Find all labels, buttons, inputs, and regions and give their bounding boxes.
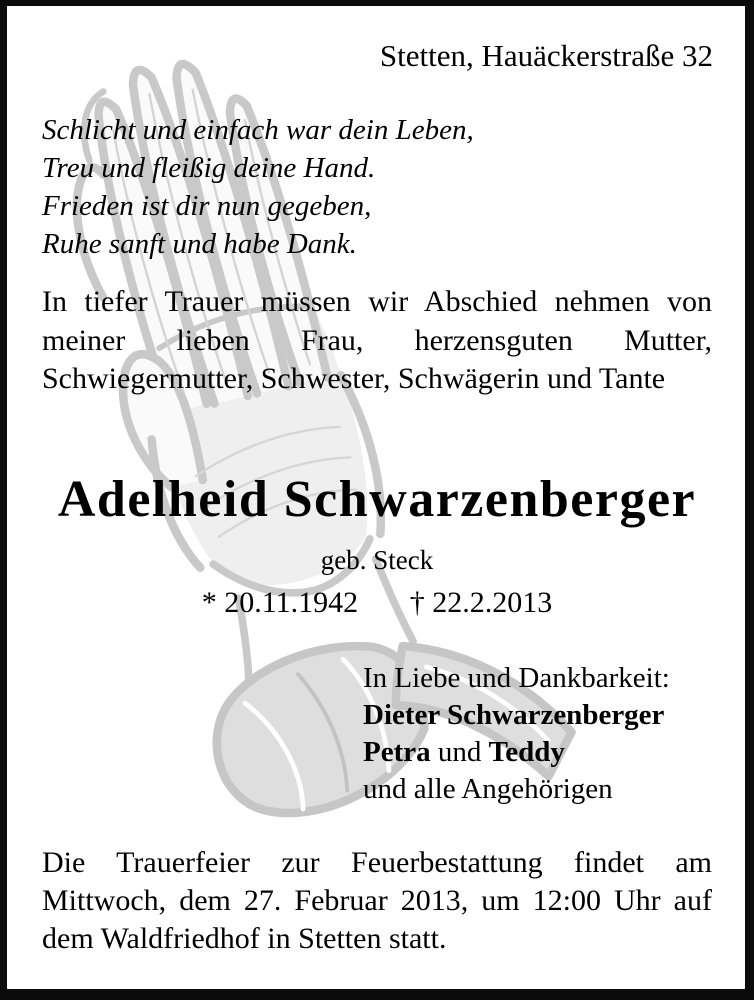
children-line: [363, 734, 670, 771]
closing-line: In Liebe und Dankbarkeit:: [363, 662, 670, 694]
child-name-1: Petra: [363, 736, 431, 768]
children-connector: und: [430, 736, 489, 768]
deceased-name: Adelheid Schwarzenberger: [57, 471, 697, 528]
dateline: Stetten, Hauäckerstraße 32: [379, 38, 713, 73]
verse-line-2: Treu und fleißig deine Hand.: [42, 152, 376, 184]
birth-date: * 20.11.1942: [201, 586, 359, 619]
relatives-line: und alle Angehörigen: [363, 773, 613, 805]
memorial-verse: [42, 111, 474, 263]
verse-line-1: Schlicht und einfach war dein Leben,: [42, 114, 474, 146]
maiden-name: geb. Steck: [320, 545, 434, 575]
life-dates: [0, 586, 754, 620]
chief-mourner-name: Dieter Schwarzenberger: [363, 699, 665, 731]
funeral-paragraph: Die Trauerfeier zur Feuerbestattung findet am Mittwoch, dem 27. Februar 2013, um 12:00 Uhr auf dem Waldfriedhof in Stetten statt.: [42, 846, 712, 955]
death-date: † 22.2.2013: [409, 586, 553, 619]
verse-line-3: Frieden ist dir nun gegeben,: [42, 190, 372, 222]
mourners-block: [363, 660, 670, 808]
child-name-2: Teddy: [488, 736, 565, 768]
verse-line-4: Ruhe sanft und habe Dank.: [42, 228, 357, 260]
intro-paragraph: In tiefer Trauer müssen wir Abschied nehmen von meiner lieben Frau, herzensguten Mutter, Schwiegermutter, Schwester, Schwägerin und Tante: [42, 285, 712, 395]
